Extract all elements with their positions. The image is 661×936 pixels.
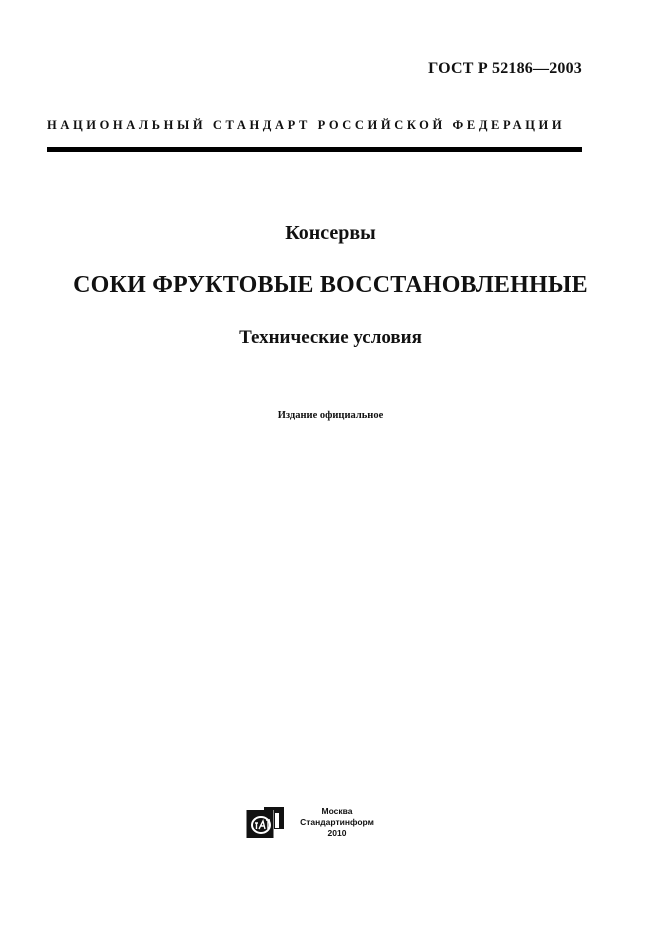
standard-type-heading: НАЦИОНАЛЬНЫЙ СТАНДАРТ РОССИЙСКОЙ ФЕДЕРАЦИИ	[47, 118, 566, 132]
publisher-block	[292, 806, 382, 839]
publisher-city: Москва	[321, 806, 353, 816]
standartinform-logo-icon	[246, 807, 284, 839]
header-divider	[47, 147, 582, 152]
document-category: Консервы	[285, 222, 376, 244]
document-subtitle: Технические условия	[239, 327, 422, 348]
edition-note: Издание официальное	[277, 410, 384, 421]
document-title: СОКИ ФРУКТОВЫЕ ВОССТАНОВЛЕННЫЕ	[73, 272, 588, 298]
document-code: ГОСТ Р 52186—2003	[428, 60, 582, 77]
publisher-name: Стандартинформ	[300, 817, 374, 827]
publication-year: 2010	[327, 828, 347, 838]
